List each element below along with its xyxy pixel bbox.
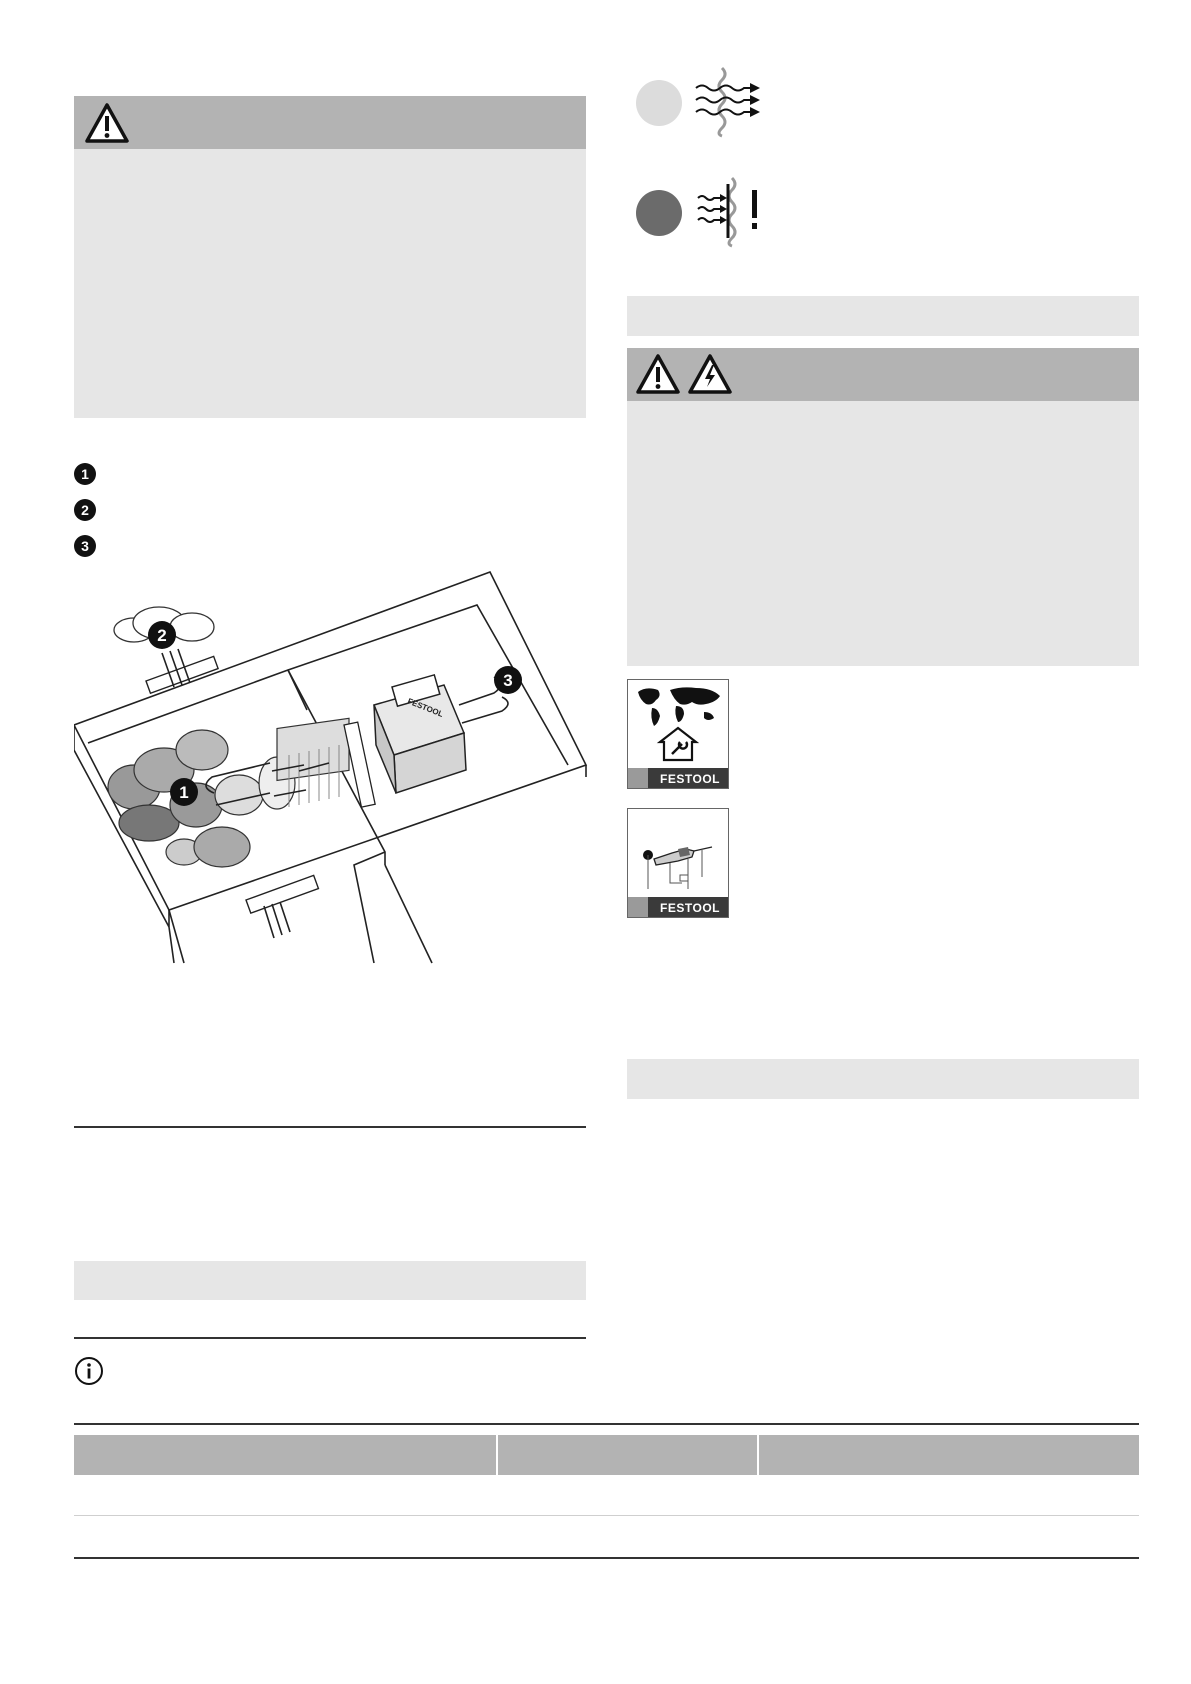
section-divider (74, 1337, 586, 1339)
indicator-light-circle (636, 80, 682, 126)
warning-box-header (74, 96, 586, 149)
table-header-col-2 (498, 1435, 757, 1475)
section-heading-bar (627, 296, 1139, 336)
table-header-col-3 (759, 1435, 1139, 1475)
illustration-badge-1: 1 (179, 783, 189, 802)
table-top-rule (74, 1423, 1139, 1425)
spare-parts-icon (632, 819, 724, 889)
section-heading-bar (74, 1261, 586, 1300)
spare-parts-thumbnail (627, 808, 729, 918)
electric-hazard-icon (687, 353, 733, 395)
legend-badge-3: 3 (74, 535, 96, 557)
illustration-badge-3: 3 (503, 671, 513, 690)
table-header-col-1 (74, 1435, 496, 1475)
table-bottom-rule (74, 1557, 1139, 1559)
illustration-badge-2: 2 (157, 626, 167, 645)
electric-warning-body (627, 401, 1139, 666)
warning-triangle-icon (635, 353, 681, 395)
world-map-service-icon (632, 684, 724, 764)
device-logo: FESTOOL (406, 696, 445, 719)
section-divider (74, 1126, 586, 1128)
section-heading-bar (627, 1059, 1139, 1099)
table-row (74, 1475, 1139, 1515)
indicator-dark-circle (636, 190, 682, 236)
festool-brand: FESTOOL (660, 772, 720, 786)
legend-badge-1: 1 (74, 463, 96, 485)
electric-warning-header (627, 348, 1139, 401)
legend-badge-2: 2 (74, 499, 96, 521)
airflow-free-icon (692, 66, 762, 138)
warning-box-body (74, 149, 586, 418)
festool-brand: FESTOOL (660, 901, 720, 915)
table-row (74, 1516, 1139, 1556)
service-thumbnail (627, 679, 729, 789)
info-circle-icon (74, 1356, 104, 1386)
airflow-blocked-icon (692, 176, 762, 248)
room-ventilation-illustration (74, 565, 594, 965)
warning-triangle-icon (84, 102, 130, 144)
